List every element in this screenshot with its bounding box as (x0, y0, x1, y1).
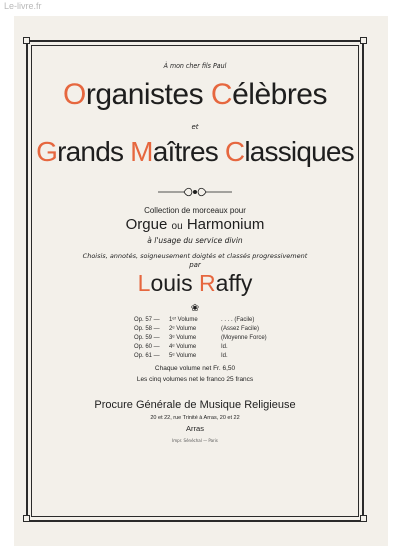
volume-level: . . . . (Facile) (221, 317, 255, 323)
title-segment: lassiques (244, 136, 354, 167)
title-segment: élèbres (232, 78, 327, 111)
title-line-2 (34, 136, 356, 168)
volume-opus: Op. 60 — (134, 344, 160, 350)
volume-number: 1ᵉʳ Volume (169, 317, 198, 323)
volume-row (134, 334, 267, 343)
volume-row (134, 352, 267, 361)
printer-line: Impr. Sénéchal — Paris (172, 438, 218, 443)
instrument-orgue: Orgue (125, 216, 168, 233)
title-segment: rganistes (85, 78, 211, 111)
volume-level: (Assez Facile) (221, 326, 260, 332)
instrument-or: ou (171, 221, 183, 232)
collection-line: Collection de morceaux pour (144, 206, 246, 215)
title-capital: R (199, 270, 216, 296)
volume-level: Id. (221, 344, 228, 350)
volume-level: (Moyenne Force) (221, 335, 267, 341)
frame-corner-top-left (23, 37, 30, 44)
volume-list (134, 316, 267, 361)
instruments-line (34, 216, 356, 233)
publisher-address: 20 et 22, rue Trinité à Arras, 20 et 22 (150, 415, 240, 421)
title-capital: C (224, 136, 245, 167)
volume-row (134, 316, 267, 325)
title-capital: G (36, 136, 58, 167)
usage-line: à l'usage du service divin (147, 236, 243, 245)
volume-number: 4ᵉ Volume (169, 344, 197, 350)
watermark-text: Le-livre.fr (4, 1, 42, 11)
title-connector: et (191, 123, 199, 131)
dedication: À mon cher fils Paul (163, 62, 227, 70)
volume-number: 2ᵉ Volume (169, 326, 197, 332)
volume-number: 3ᵉ Volume (169, 335, 197, 341)
publisher-name: Procure Générale de Musique Religieuse (94, 399, 296, 411)
volume-row (134, 343, 267, 352)
title-segment: aîtres (152, 136, 225, 167)
title-capital: L (137, 270, 151, 296)
instrument-harmonium: Harmonium (186, 216, 265, 233)
publisher-city: Arras (186, 424, 204, 433)
price-all-volumes: Les cinq volumes net le franco 25 francs (136, 376, 254, 383)
cover-content (34, 46, 356, 514)
title-segment: rands (57, 136, 131, 167)
by-line: par (189, 261, 201, 269)
title-line-1 (34, 78, 356, 112)
title-segment: ouis (150, 270, 200, 296)
frame-corner-top-right (360, 37, 367, 44)
ornament-divider (156, 185, 234, 199)
title-capital: O (63, 78, 86, 111)
frame-corner-bottom-left (23, 515, 30, 522)
volume-level: Id. (221, 353, 228, 359)
volume-number: 5ᵉ Volume (169, 353, 197, 359)
flower-emblem-icon: ❀ (190, 303, 200, 314)
frame-corner-bottom-right (360, 515, 367, 522)
price-per-volume: Chaque volume net Fr. 6,50 (154, 365, 236, 372)
volume-opus: Op. 61 — (134, 353, 160, 359)
volume-row (134, 325, 267, 334)
volume-opus: Op. 59 — (134, 335, 160, 341)
chosen-line: Choisis, annotés, soigneusement doigtés et classés progressivement (82, 252, 308, 260)
title-capital: C (210, 78, 233, 111)
author-name (34, 270, 356, 297)
title-capital: M (130, 136, 153, 167)
volume-opus: Op. 58 — (134, 326, 160, 332)
volume-opus: Op. 57 — (134, 317, 160, 323)
title-segment: affy (215, 270, 253, 296)
